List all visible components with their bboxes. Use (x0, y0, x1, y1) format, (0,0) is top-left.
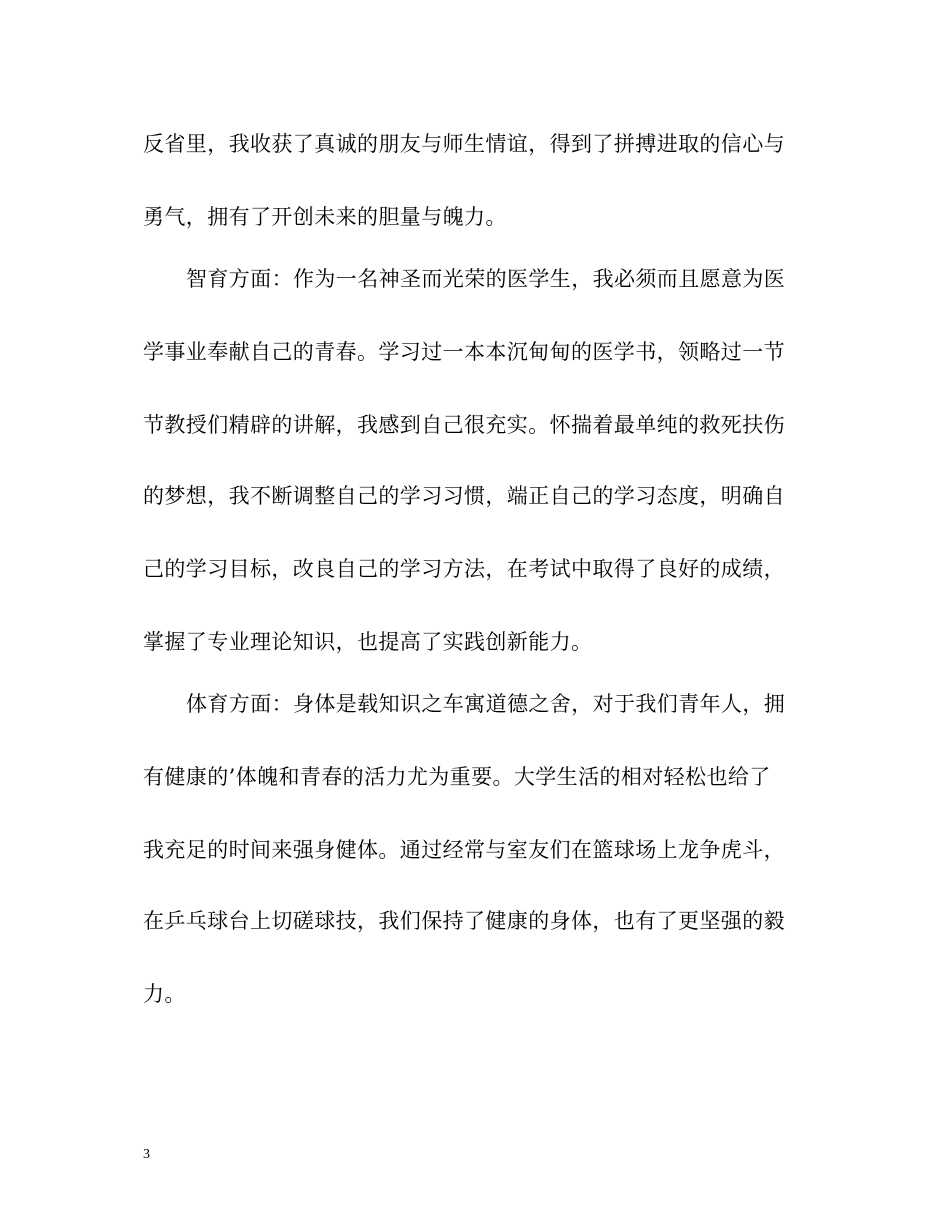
page-number: 3 (143, 1147, 150, 1162)
paragraph-3-line-1: 体育方面：身体是载知识之车寓道德之舍，对于我们青年人，拥 (186, 692, 786, 716)
paragraph-3-line-4: 在乒乓球台上切磋球技，我们保持了健康的身体，也有了更坚强的毅 (143, 909, 785, 933)
paragraph-2-line-5: 己的学习目标，改良自己的学习方法，在考试中取得了良好的成绩， (143, 557, 785, 581)
paragraph-3-line-2: 有健康的’体魄和青春的活力尤为重要。大学生活的相对轻松也给了 (143, 765, 771, 789)
paragraph-2-line-4: 的梦想，我不断调整自己的学习习惯，端正自己的学习态度，明确自 (143, 484, 785, 508)
paragraph-2-line-2: 学事业奉献自己的青春。学习过一本本沉甸甸的医学书，领略过一节 (143, 340, 785, 364)
paragraph-2-line-1: 智育方面：作为一名神圣而光荣的医学生，我必须而且愿意为医 (186, 267, 786, 291)
paragraph-3-line-5: 力。 (143, 982, 186, 1006)
paragraph-1-line-1: 反省里，我收获了真诚的朋友与师生情谊，得到了拼搏进取的信心与 (143, 132, 785, 156)
paragraph-2-line-6: 掌握了专业理论知识，也提高了实践创新能力。 (143, 630, 593, 654)
paragraph-1-line-2: 勇气，拥有了开创未来的胆量与魄力。 (143, 205, 507, 229)
paragraph-3-line-3: 我充足的时间来强身健体。通过经常与室友们在篮球场上龙争虎斗， (143, 838, 785, 862)
paragraph-2-line-3: 节教授们精辟的讲解，我感到自己很充实。怀揣着最单纯的救死扶伤 (143, 413, 785, 437)
